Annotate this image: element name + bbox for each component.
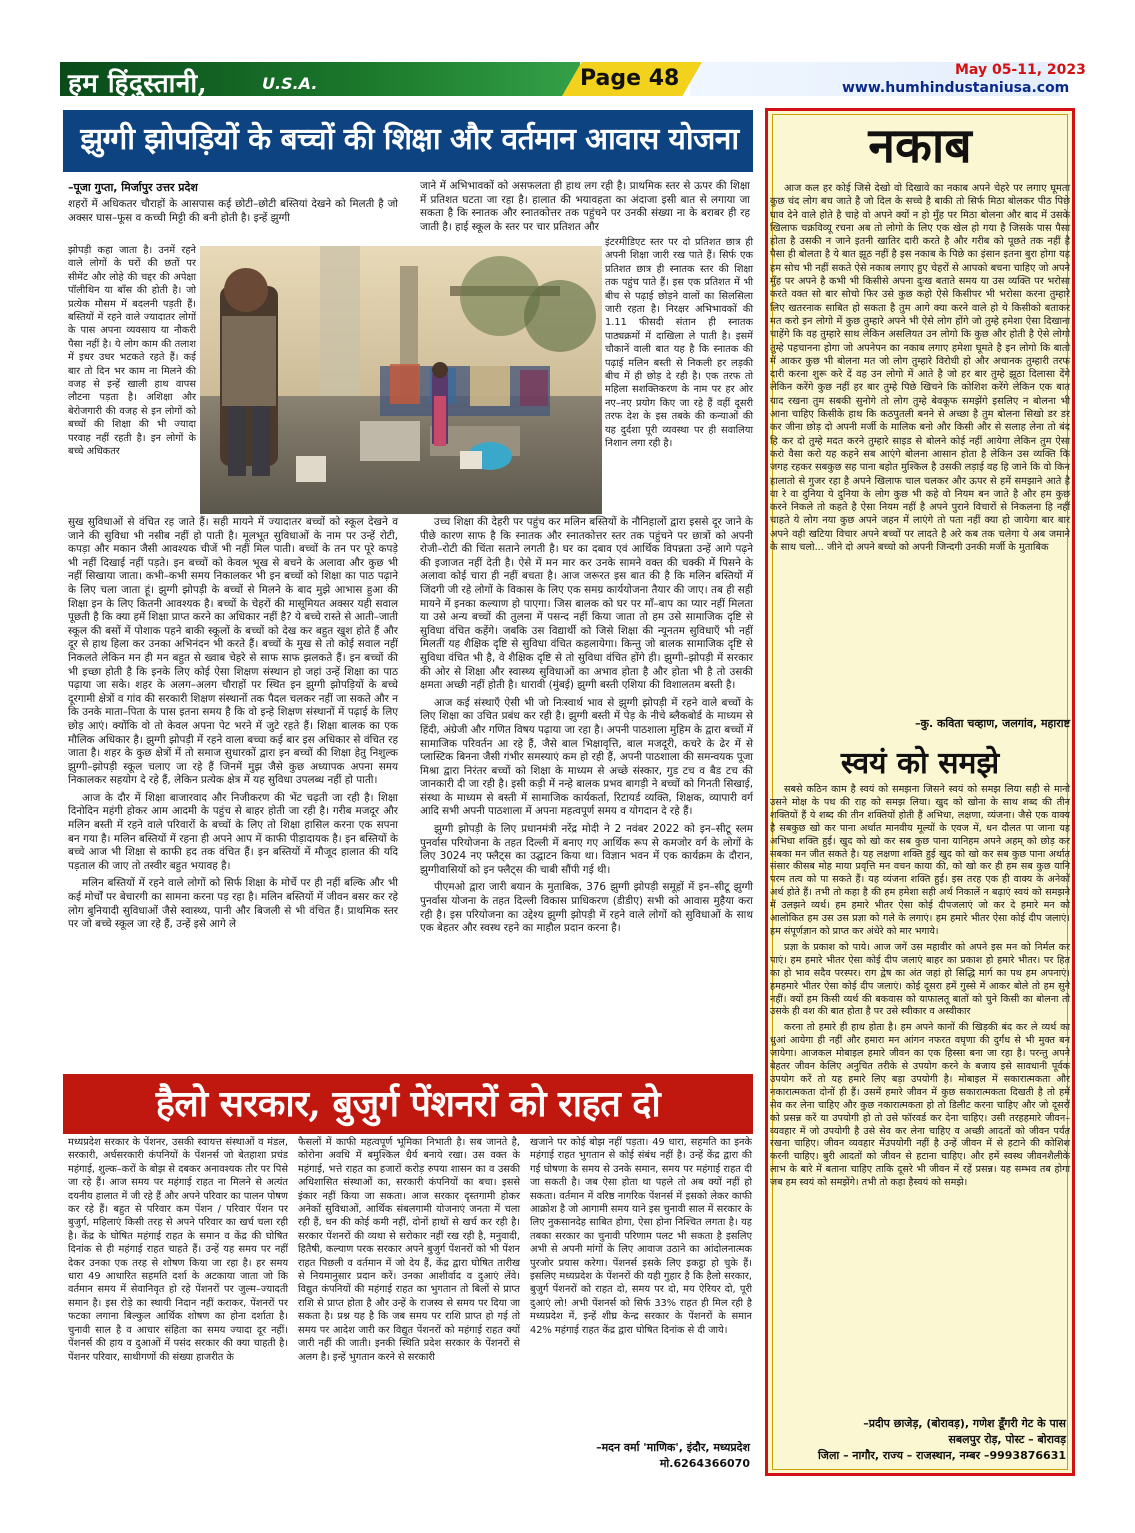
article1-para: झुग्गी झोपड़ी के लिए प्रधानमंत्री नरेंद्र मोदी ने 2 नवंबर 2022 को इन–सीटू स्लम पुनर्वास परियोजना के तहत दिल्ली में बनाए गए आर्थिक रूप से कमजोर वर्ग के लोगों के लिए 3024 नए फ्लैट्स का उद्घाटन किया था। विज्ञान भवन में एक कार्यक्रम के दौरान, झुग्गीवासियों को इन फ्लैट्स की चाबी सौंपी गई थी। <box>420 823 753 876</box>
article1-byline: –पूजा गुप्ता, मिर्जापुर उत्तर प्रदेश <box>68 181 198 194</box>
article1-col1-bottom <box>68 516 398 932</box>
issue-date: May 05-11, 2023 <box>955 62 1086 78</box>
masthead-country: U.S.A. <box>262 74 318 93</box>
sidebar-para: करना तो हमारे ही हाथ होता है। हम अपने कानों की खिड़की बंद कर ले व्यर्थ का धुआं आयेगा ही नहीं और हमारा मन आंगन नफरत वघृणा की दुर्गंध से भी मुक्त बन जायेगा। आजकल मोबाइल हमारे जीवन का एक हिस्सा बना जा रहा है। परन्तु अपने बेहतर जीवन केलिए अनुचित तरीके से उपयोग करने के बजाय इसे सावधानी पूर्वक उपयोग करें तो यह हमारे लिए बड़ा उपयोगी है। मोबाइल में सकारात्मकता और नकारात्मकता दोनों ही हैं। उसमें हमारे जीवन में कुछ सकारात्मकता दिखती है तो हमें सेव कर लेना चाहिए और कुछ नकारात्मकता हो तो डिलीट करना चाहिए और जो दूसरों को प्रसन्न करें या उपयोगी हो तो उसे फॉरवर्ड कर देना चाहिए। उसी तरहहमारे जीवन–व्यवहार में जो उपयोगी है उसे सेव कर लेना चाहिए व अच्छी आदतों को जीवन पर्यंत रखना चाहिए। जीवन व्यवहार मेंउपयोगी नहीं है उन्हें जीवन में से हटाने की कोशिश करनी चाहिए। बुरी आदतों को जीवन से हटाना चाहिए। और हमें स्वस्थ जीवनशैलीके लाभ के बारे में बताना चाहिए ताकि दूसरे भी जीवन में रहें प्रसन्न। यह सम्भव तब होगा जब हम स्वयं को समझेंगे। तभी तो कहा हैस्वयं को समझे। <box>770 1022 1070 1189</box>
article2-phone: मो.6264366070 <box>659 1457 750 1470</box>
website-link[interactable]: www.humhindustaniusa.com <box>842 80 1070 96</box>
sidebar-credit-nakab: –कु. कविता चव्हाण, जलगांव, महाराष्ट <box>915 717 1070 730</box>
sidebar-para: सबसे कठिन काम है स्वयं को समझना जिसने स्वयं को समझ लिया सही से मानो उसने मोक्ष के पथ की राह को समझ लिया। खुद को खोना के साथ शब्द की तीन शक्तियों हैं ये शब्द की तीन शक्तियों होती हैं अभिधा, लक्षणा, व्यंजना। जैसे एक वाक्य है सबकुछ खो कर पाना अर्थात मानवीय मूल्यों के एवज में, धन दौलत पा जाना यह अभिधा शक्ति हुई। खुद को खो कर सब कुछ पाना यानिहम अपने अहम् को छोड़ कर सबका मन जीत सकते है। यह लक्षणा शक्ति हुई खुद को खो कर सब कुछ पाना अर्थात संसार कीसब मोह माया प्रवृत्ति मन वचन काया की, को खो कर ही हम सब कुछ यानि परम तत्व को पा सकते हैं। यह व्यंजना शक्ति हुई। इस तरह एक ही वाक्य के अनेकों अर्थ होते हैं। तभी तो कहा है की हम हमेशा सही अर्थ निकालें न बढ़ाएं स्वयं को समझने में उलझने व्यर्थ। हम हमारे भीतर ऐसा कोई दीपजलाएं जो कर दे हमारे मन को आलोकित हम उस उस प्रज्ञा को गले के लगाएं। हम हमारे भीतर ऐसा कोई दीप जलाएं। हम संपूर्णज्ञान को प्राप्त कर अंधेरे को मार भगाये। <box>770 784 1070 937</box>
article1-para: उच्च शिक्षा की देहरी पर पहुंच कर मलिन बस्तियों के नौनिहालों द्वारा इससे दूर जाने के पीछे कारण साफ है कि स्नातक और स्नातकोत्तर स्तर तक पहुंचने पर छात्रों को अपनी रोजी–रोटी की चिंता सताने लगती है। घर का दबाव एवं आर्थिक विपन्नता उन्हें आगे पढ़ने की इजाजत नहीं देती है। ऐसे में मन मार कर उनके सामने वक्त की चक्की में पिसने के अलावा कोई चारा ही नहीं बचता है। आज जरूरत इस बात की है कि मलिन बस्तियों में जिंदगी जी रहे लोगों के विकास के लिए एक समग्र कार्ययोजना तैयार की जाए। तब ही सही मायने में इनका कल्याण हो पाएगा। जिस बालक को घर पर माँ–बाप का प्यार नहीं मिलता या उसे अन्य बच्चों की तुलना में पसन्द नहीं किया जाता तो हम उसे सामाजिक दृष्टि से सुविधा वंचित कहेंगे। जबकि उस विद्यार्थी को जिसे शिक्षा की न्यूनतम सुविधाएँ भी नहीं मिलतीं यह शैक्षिक दृष्टि से सुविधा वंचित कहलायेगा। किन्तु जो बालक सामाजिक दृष्टि से सुविधा वंचित भी है, वे शैक्षिक दृष्टि से तो सुविधा वंचित होंगे ही। झुग्गी–झोपड़ी में सरकार की ओर से शिक्षा और स्वास्थ्य सुविधाओं का अभाव होता है और होता भी है तो उसकी क्षमता अच्छी नहीं होती है। धारावी (मुंबई) झुग्गी बस्ती एशिया की विशालतम बस्ती है। <box>420 516 753 692</box>
article2-col3: खजाने पर कोई बोझ नहीं पड़ता। 49 धारा, सहमति का इनके महंगाई राहत भुगतान से कोई संबंध नहीं है। उन्हें केंद्र द्वारा की गई घोषणा के समय से उनके समान, समय पर महंगाई राहत दी जा सकती है। जब ऐसा होता था पहले तो अब क्यों नहीं हो सकता। वर्तमान में वरिष्ठ नागरिक पेंशनर्स में इसको लेकर काफी आक्रोश है जो आगामी समय याने इस चुनावी साल में सरकार के लिए नुकसानदेह साबित होगा, ऐसा होना निश्चित लगता है। यह तबका सरकार का चुनावी परिणाम पलट भी सकता है इसलिए अभी से अपनी मांगों के लिए आवाज उठाने का आंदोलनात्मक पुरजोर प्रयास करेगा। पेंशनर्स इसके लिए इकट्ठा हो चुके हैं। इसलिए मध्यप्रदेश के पेंशनरों की यही गुहार है कि हैलो सरकार, बुजुर्ग पेंशनरों को राहत दो, समय पर दो, मय ऐरियर दो, पूरी दुआएं लो! अभी पेंशनर्स को सिर्फ 33% राहत ही मिल रही है मध्यप्रदेश में, इन्हें शीघ्र केन्द्र सरकार के पेंशनरों के समान 42% महंगाई राहत केंद्र द्वारा घोषित दिनांक से दी जाये। <box>530 1137 752 1336</box>
masthead-title: हम हिंदुस्तानी, <box>68 69 208 99</box>
article1-para: आज कई संस्थाएँ ऐसी भी जो निःस्वार्थ भाव से झुग्गी झोपड़ी में रहने वाले बच्चों के लिए शिक्षा का उचित प्रबंध कर रही है। झुग्गी बस्ती में पेड़ के नीचे ब्लैकबोर्ड के माध्यम से हिंदी, अंग्रेजी और गणित विषय पढ़ाया जा रहा है। अपनी पाठशाला मुहिम के द्वारा बच्चों में सामाजिक परिवर्तन आ रहे हैं, जैसे बाल भिक्षावृत्ति, बाल मजदूरी, कचरे के ढेर में से प्लास्टिक बिनना जैसी गंभीर समस्याएं कम हो रही हैं, अपनी पाठशाला की समन्वयक पूजा मिश्रा द्वारा निरंतर बच्चों को शिक्षा के माध्यम से अच्छे संस्कार, गुड टच व बैड टच की जानकारी दी जा रही है। इसी कड़ी में नन्हे बालक प्रभव बागड़ी ने बच्चों को गिनती सिखाई, संस्था के माध्यम से बस्ती में सामाजिक कार्यकर्ता, रिटायर्ड व्यक्ति, शिक्षक, व्यापारी वर्ग आदि सभी अपनी पाठशाला में अपना महत्वपूर्ण समय व योगदान दे रहे हैं। <box>420 696 753 818</box>
page-number: Page 48 <box>580 66 680 91</box>
sidebar-credit-swayam-1: –प्रदीप छाजेड़, (बोरावड़), गणेश डूँगरी गेट के पास <box>863 1417 1066 1430</box>
article1-col2-side: इंटरमीडिएट स्तर पर दो प्रतिशत छात्र ही अपनी शिक्षा जारी रख पाते हैं। सिर्फ एक प्रतिशत छात्र ही स्नातक स्तर की शिक्षा तक पहुंच पाते हैं। इस एक प्रतिशत में भी बीच से पढ़ाई छोड़ने वालों का सिलसिला जारी रहता है। निरक्षर अभिभावकों की 1.11 फीसदी संतान ही स्नातक पाठ्यक्रमों में दाखिला ले पाती है। इसमें चौकानें वाली बात यह है कि स्नातक की पढ़ाई मलिन बस्ती से निकली हर लड़की बीच में ही छोड़ दे रही है। एक तरफ तो महिला सशक्तिकरण के नाम पर हर ओर नए–नए प्रयोग किए जा रहे हैं वहीं दूसरी तरफ देश के इस तबके की कन्याओं की यह दुर्दशा पूरी व्यवस्था पर ही सवालिया निशान लगा रही है। <box>605 237 753 450</box>
article1-para: सुख सुविधाओं से वंचित रह जाते हैं। सही मायने में ज्यादातर बच्चों को स्कूल देखने व जाने की सुविधा भी नसीब नहीं हो पाती है। मूलभूत सुविधाओं के नाम पर उन्हें रोटी, कपड़ा और मकान जैसी आवश्यक चीजें भी नहीं मिल पाती। बच्चों के तन पर पूरे कपड़े भी नहीं दिखाई नहीं पड़ते। इन बच्चों को केवल भूख से बचने के अलावा और कुछ भी नहीं सिखाया जाता। कभी–कभी समय निकालकर भी इन बच्चों को शिक्षा का पाठ पढ़ाने के लिए चला जाता हूं। झुग्गी झोपड़ी के बच्चों से मिलने के बाद मुझे आभास हुआ की शिक्षा इन के लिए कितनी आवश्यक है। बच्चों के चेहरों की मासूमियत अक्सर यही सवाल पूछती है कि क्या हमें शिक्षा प्राप्त करने का अधिकार नहीं है? ये बच्चे रास्ते से आती–जाती स्कूल की बसों में पोशाक पहने बाकी स्कूलों के बच्चों को देख कर बहुत खुश होते हैं और दूर से हाथ हिला कर उनका अभिनंदन भी करते हैं। बच्चों के मुख से तो कोई सवाल नहीं निकलते लेकिन मन ही मन बहुत से ख्वाब चेहरे से साफ साफ झलकते हैं। इन बच्चों की भी इच्छा होती है कि इनके लिए कोई ऐसा शिक्षण संस्थान हो जहां उन्हें शिक्षा का पाठ पढ़ाया जा सके। शहर के अलग–अलग चौराहों पर स्थित इन झुग्गी झोपड़ियों के बच्चे दूरगामी क्षेत्रों व गांव की सरकारी शिक्षण संस्थानों तक पैदल चलकर नहीं जा सकते और न कि उनके माता–पिता के पास इतना समय है कि वो इन्हे शिक्षण संस्थानों में पढ़ाई के लिए छोड़ आएं। क्योंकि वो तो केवल अपना पेट भरने में जुटे रहते हैं। शिक्षा बालक का एक मौलिक अधिकार है। झुग्गी झोपड़ी में रहने वाला बच्चा कई बार इस अधिकार से वंचित रह जाता है। शहर के कुछ क्षेत्रों में तो समाज सुधारकों द्वारा इन बच्चों की शिक्षा हेतु निशुल्क झुग्गी–झोपड़ी स्कूल चलाए जा रहे हैं जिनमें मुझ जैसे कुछ अध्यापक अपना समय निकालकर सहयोग दे रहे हैं, लेकिन प्रत्येक क्षेत्र में यह सुविधा उपलब्ध नहीं हो पाती। <box>68 516 398 787</box>
sidebar-text-swayam <box>770 784 1070 1190</box>
article2-signature: –मदन वर्मा 'माणिक', इंदौर, मध्यप्रदेश <box>596 1441 750 1454</box>
article2-col1: मध्यप्रदेश सरकार के पेंशनर, उसकी स्वायत्त संस्थाओं व मंडल, सरकारी, अर्धसरकारी कंपनियों के पेंशनर्स जो बेतहाशा प्रचंड महंगाई, शुल्क–करों के बोझ से दबकर अनावश्यक तौर पर पिसे जा रहे हैं। आज समय पर महंगाई राहत ना मिलने से अत्यंत दयनीय हालात में जी रहे हैं और अपने परिवार का पालन पोषण कर रहे हैं। बहुत से परिवार कम पेंशन / परिवार पेंशन पर बुजुर्ग, महिलाएं किसी तरह से अपने परिवार का खर्च चला रही है। केंद्र के घोषित महंगाई राहत के समान व केंद्र की घोषित दिनांक से ही महंगाई राहत चाहते हैं। उन्हें यह समय पर नहीं देकर उनका एक तरह से शोषण किया जा रहा है। हर समय धारा 49 आधारित सहमति दर्शा के अटकाया जाता जो कि वर्तमान समय में सेवानिवृत हो रहे पेंशनरों पर जुल्म–ज्यादती समान है। इस रोड़े का स्थायी निदान नहीं कराकर, पेंशनरों पर फटका लगाना बिल्कुल आर्थिक शोषण का होना दर्शाता है। चुनावी साल है व आचार संहिता का समय ज्यादा दूर नहीं। पेंशनर्स की हाय व दुआओं में पसंद सरकार की क्या चाहती है। पेंशनर परिवार, साथीगणों की संख्या हाजरीत के <box>68 1137 288 1363</box>
sidebar-para: प्रज्ञा के प्रकाश को पाये। आज जगें उस महावीर को अपने इस मन को निर्मल कर पाएं। हम हमारे भीतर ऐसा कोई दीप जलाएं बाहर का प्रकाश हो हमारे भीतर। पर हित का हो भाव सदैव परस्पर। राग द्वेष का अंत जहां हो सिद्धि मार्ग का पथ हम अपनाएं। हमहमारे भीतर ऐसा कोई दीप जलाएं। कोई दूसरा हमें गुस्से में आकर बोले तो हम सुने नहीं। क्यों हम किसी व्यर्थ की बकवास को याफालतू बातों को चुने किसी का बोलना तो उसके ही वश की बात होता है पर उसे स्वीकार व अस्वीकार <box>770 941 1070 1018</box>
sidebar-title-swayam: स्वयं को समझे <box>840 746 1000 781</box>
article1-para: आज के दौर में शिक्षा बाजारवाद और निजीकरण की भेंट चढ़ती जा रही है। शिक्षा दिनोदिन महंगी होकर आम आदमी के पहुंच से बाहर होती जा रही है। गरीब मजदूर और मलिन बस्ती में रहने वाले परिवारों के बच्चों के लिए तो शिक्षा हासिल करना एक सपना बन गया है। मलिन बस्तियों में रहना ही अपने आप में काफी पीड़ादायक है। इन बस्तियों के बच्चे आज भी शिक्षा से काफी हद तक वंचित हैं। इन बस्तियों में मौजूद हालात की यदि पड़ताल की जाए तो तस्वीर बहुत भयावह है। <box>68 791 398 872</box>
article2-headline: हैलो सरकार, बुजुर्ग पेंशनरों को राहत दो <box>155 1083 661 1125</box>
article1-col2-bottom <box>420 516 753 936</box>
slum-photo <box>200 246 602 514</box>
sidebar-text-nakab: आज कल हर कोई जिसे देखो वो दिखावे का नकाब अपने चेहरे पर लगाए घूमता कुछ चंद लोग बच जाते है जो दिल के सच्चे है बाकी तो सिर्फ मिठा बोलकर पीठ पिछे घाव देने वाले होते है चाहे वो अपने क्यों न हो मुँह पर मिठा बोलना और बाद में उसके खिलाफ चक्रविव्यू रचना अब तो लोगो के लिए एक खेल हो गया है जिसके पास पैसा होता है उसकी न जाने इतनी खातिर दारी करते है और गरीब को पूछते तक नहीं है पैसा ही बोलता है ये बात झूठ नहीं है इस नकाब के पिछे का इंसान इतना बुरा होगा यह हम सोच भी नहीं सकते ऐसे नकाब लगाए हुए चेहरों से आपको बचना चाहिए जो अपने मुँह पर अपने है कभी भी किसीसे अपना दुःख बताते समय या उस व्यक्ति पर भरोसा करते वक्त सो बार सोचो फिर उसे कुछ कहो ऐसे किसीपर भी भरोसा करना तुम्हारे लिए खतरनाक साबित हो सकता है तुम आगे क्या करने वाले हो ये किसीको बताकर मत करो इन लोगो में कुछ तुम्हारे अपने भी ऐसे लोग होंगे जो तुम्हे हमेशा ऐसा दिखाना चाहेंगे कि वह तुम्हारे साथ लेकिन असलियत उन लोगो कि कुछ और होती है ऐसे लोगो तुम्हे पहचानना होगा जो अपनेपन का नकाब लगाए हमेशा घूमते है इन लोगो कि बातो में आकर कुछ भी बोलना मत जो लोग तुम्हारे विरोधी हो और अचानक तुम्हारी तरफ दारी करना शुरू करे दें वह उन लोगो में आते है जो हर बार तुम्हे झूठा दिलासा देंगे लेकिन करेंगे कुछ नहीं हर बार तुम्हे पिछे खिचने कि कोशिश करेंगे लेकिन एक बात याद रखना तुम सबकी सुनोगे तो लोग तुम्हे बेवकूफ समझेंगे इसलिए न बोलना भी आना चाहिए किसीके हाथ कि कठपुतली बनने से अच्छा है तुम बोलना सिखो डर डर कर जीना छोड़ दो अपनी मर्जी के मालिक बनो और किसी और से सलाह लेना तो बंद हि कर दो तुम्हे मदत करने तुम्हारे साइड से बोलने कोई नहीं आयेगा लेकिन तुम ऐसा करो वैसा करो यह कहने सब आएंगे बोलना आसान होता है लेकिन उस व्यक्ति कि जगह रहकर सबकुछ सह पाना बहोत मुश्किल है उसकी लड़ाई वह हि जाने कि वो किन हालातो से गुजर रहा है अपने खिलाफ चाल चलकर और ऊपर से हमें समझाने आते है वा रे वा दुनिया ये दुनिया के लोग कुछ भी कहे वो नियम बन जाते है और हम कुछ करने निकले तो कहते है ऐसा नियम नहीं है अपने पुराने विचारों से निकलना हि नहीं चाहते ये लोग नया कुछ अपने जहन में लाएंगे तो पता नहीं क्या हो जायेगा बार बार अपने वही खटिया विचार अपने बच्चों पर लादते है अरे कब तक चलेगा ये अब जमाने के साथ चलो... जीने दो अपने बच्चो को अपनी जिन्दगी उनकी मर्जी के मुताबिक <box>770 183 1070 554</box>
article1-lead: शहरों में अधिकतर चौराहों के आसपास कई छोटी–छोटी बस्तियां देखने को मिलती है जो अक्सर घास–फूस व कच्ची मिट्टी की बनी होती है। इन्हें झुग्गी <box>68 198 398 224</box>
article1-para: पीएमओ द्वारा जारी बयान के मुताबिक, 376 झुग्गी झोपड़ी समूहों में इन–सीटू झुग्गी पुनर्वास योजना के तहत दिल्ली विकास प्राधिकरण (डीडीए) सभी को आवास मुहैया करा रही है। इस परियोजना का उद्देश्य झुग्गी झोपड़ी में रहने वाले लोगों को सुविधाओं के साथ एक बेहतर और स्वस्थ रहने का माहौल प्रदान करना है। <box>420 881 753 935</box>
article2-col2: फैसलों में काफी महत्वपूर्ण भूमिका निभाती है। सब जानते है, कोरोना अवधि में बमुश्किल धैर्य बनाये रखा। उस वक्त के महंगाई, भत्ते राहत का हजारों करोड़ रुपया शासन का व उसकी अधिशासित संस्थाओं का, सरकारी कंपनियों का बचा। इससे इंकार नहीं किया जा सकता। आज सरकार दृस्तगामी होकर अनेकों सुविधाओं, आर्थिक संबलगामी योजनाएं जनता में चला रही हैं, धन की कोई कमी नहीं, दोनों हाथों से खर्च कर रही है। सरकार पेंशनरों की व्यथा से सरोकार नहीं रख रही है, मनुवादी, हितैषी, कल्याण परक सरकार अपने बुजुर्ग पेंशनरों को भी पेंशन राहत पिछली व वर्तमान में जो देय हैं, केंद्र द्वारा घोषित तारीख से नियमानुसार प्रदान करें। उनका आशीर्वाद व दुआएं लेंवे। विद्युत कंपनियों की महंगाई राहत का भुगतान तो बिलों से प्राप्त राशि से प्राप्त होता है और उन्हें के राजस्व से समय पर दिया जा सकता है। प्रश्न यह है कि जब समय पर राशि प्राप्त हो गई तो समय पर आदेश जारी कर विद्युत पेंशनरों को महंगाई राहत क्यों जारी नहीं की जाती। इनकी स्थिति प्रदेश सरकार के पेंशनरों से अलग है। इन्हें भुगतान करने से सरकारी <box>298 1137 520 1363</box>
article1-headline: झुग्गी झोपड़ियों के बच्चों की शिक्षा और वर्तमान आवास योजना <box>80 122 739 157</box>
article1-col2-top: जाने में अभिभावकों को असफलता ही हाथ लग रही है। प्राथमिक स्तर से ऊपर की शिक्षा में प्रतिशत घटता जा रहा है। हालात की भयावहता का अंदाजा इसी बात से लगाया जा सकता है कि स्नातक और स्नातकोत्तर तक पहुंचने पर उनकी संख्या ना के बराबर ही रह जाती है। हाई स्कूल के स्तर पर चार प्रतिशत और <box>420 180 750 233</box>
sidebar-credit-swayam-2: सबलपुर रोड़, पोस्ट – बोरावड़ <box>948 1433 1066 1446</box>
sidebar-title-nakab: नकाब <box>868 118 972 174</box>
sidebar-credit-swayam-3: जिला – नागौर, राज्य – राजस्थान, नम्बर –9993876631 <box>817 1449 1066 1462</box>
article1-para: मलिन बस्तियों में रहने वाले लोगों को सिर्फ शिक्षा के मोर्चे पर ही नहीं बल्कि और भी कई मोर्चों पर बेचारगी का सामना करना पड़ रहा है। मलिन बस्तियों में जीवन बसर कर रहे लोग बुनियादी सुविधाओं जैसे स्वास्थ्य, पानी और बिजली से भी वंचित हैं। प्राथमिक स्तर पर जो बच्चे स्कूल जा रहे हैं, उन्हें इसे आगे ले <box>68 877 398 931</box>
article1-col1-side: झोपड़ी कहा जाता है। उनमें रहने वाले लोगों के घरों की छतों पर सीमेंट और लोहे की चद्दर की अपेक्षा पॉलीथिन या बाँस की होती है। जो प्रत्येक मौसम में बदलनी पड़ती हैं। बस्तियों में रहने वाले ज्यादातर लोगों के पास अपना व्यवसाय या नौकरी पैसा नहीं है। ये लोग काम की तलाश में इधर उधर भटकते रहते हैं। कई बार तो दिन भर काम ना मिलने की वजह से इन्हें खाली हाथ वापस लौटना पड़ता है। अशिक्षा और बेरोजगारी की वजह से इन लोगों को बच्चों की शिक्षा की भी ज्यादा परवाह नहीं रहती है। इन लोगों के बच्चे अधिकतर <box>68 245 196 458</box>
